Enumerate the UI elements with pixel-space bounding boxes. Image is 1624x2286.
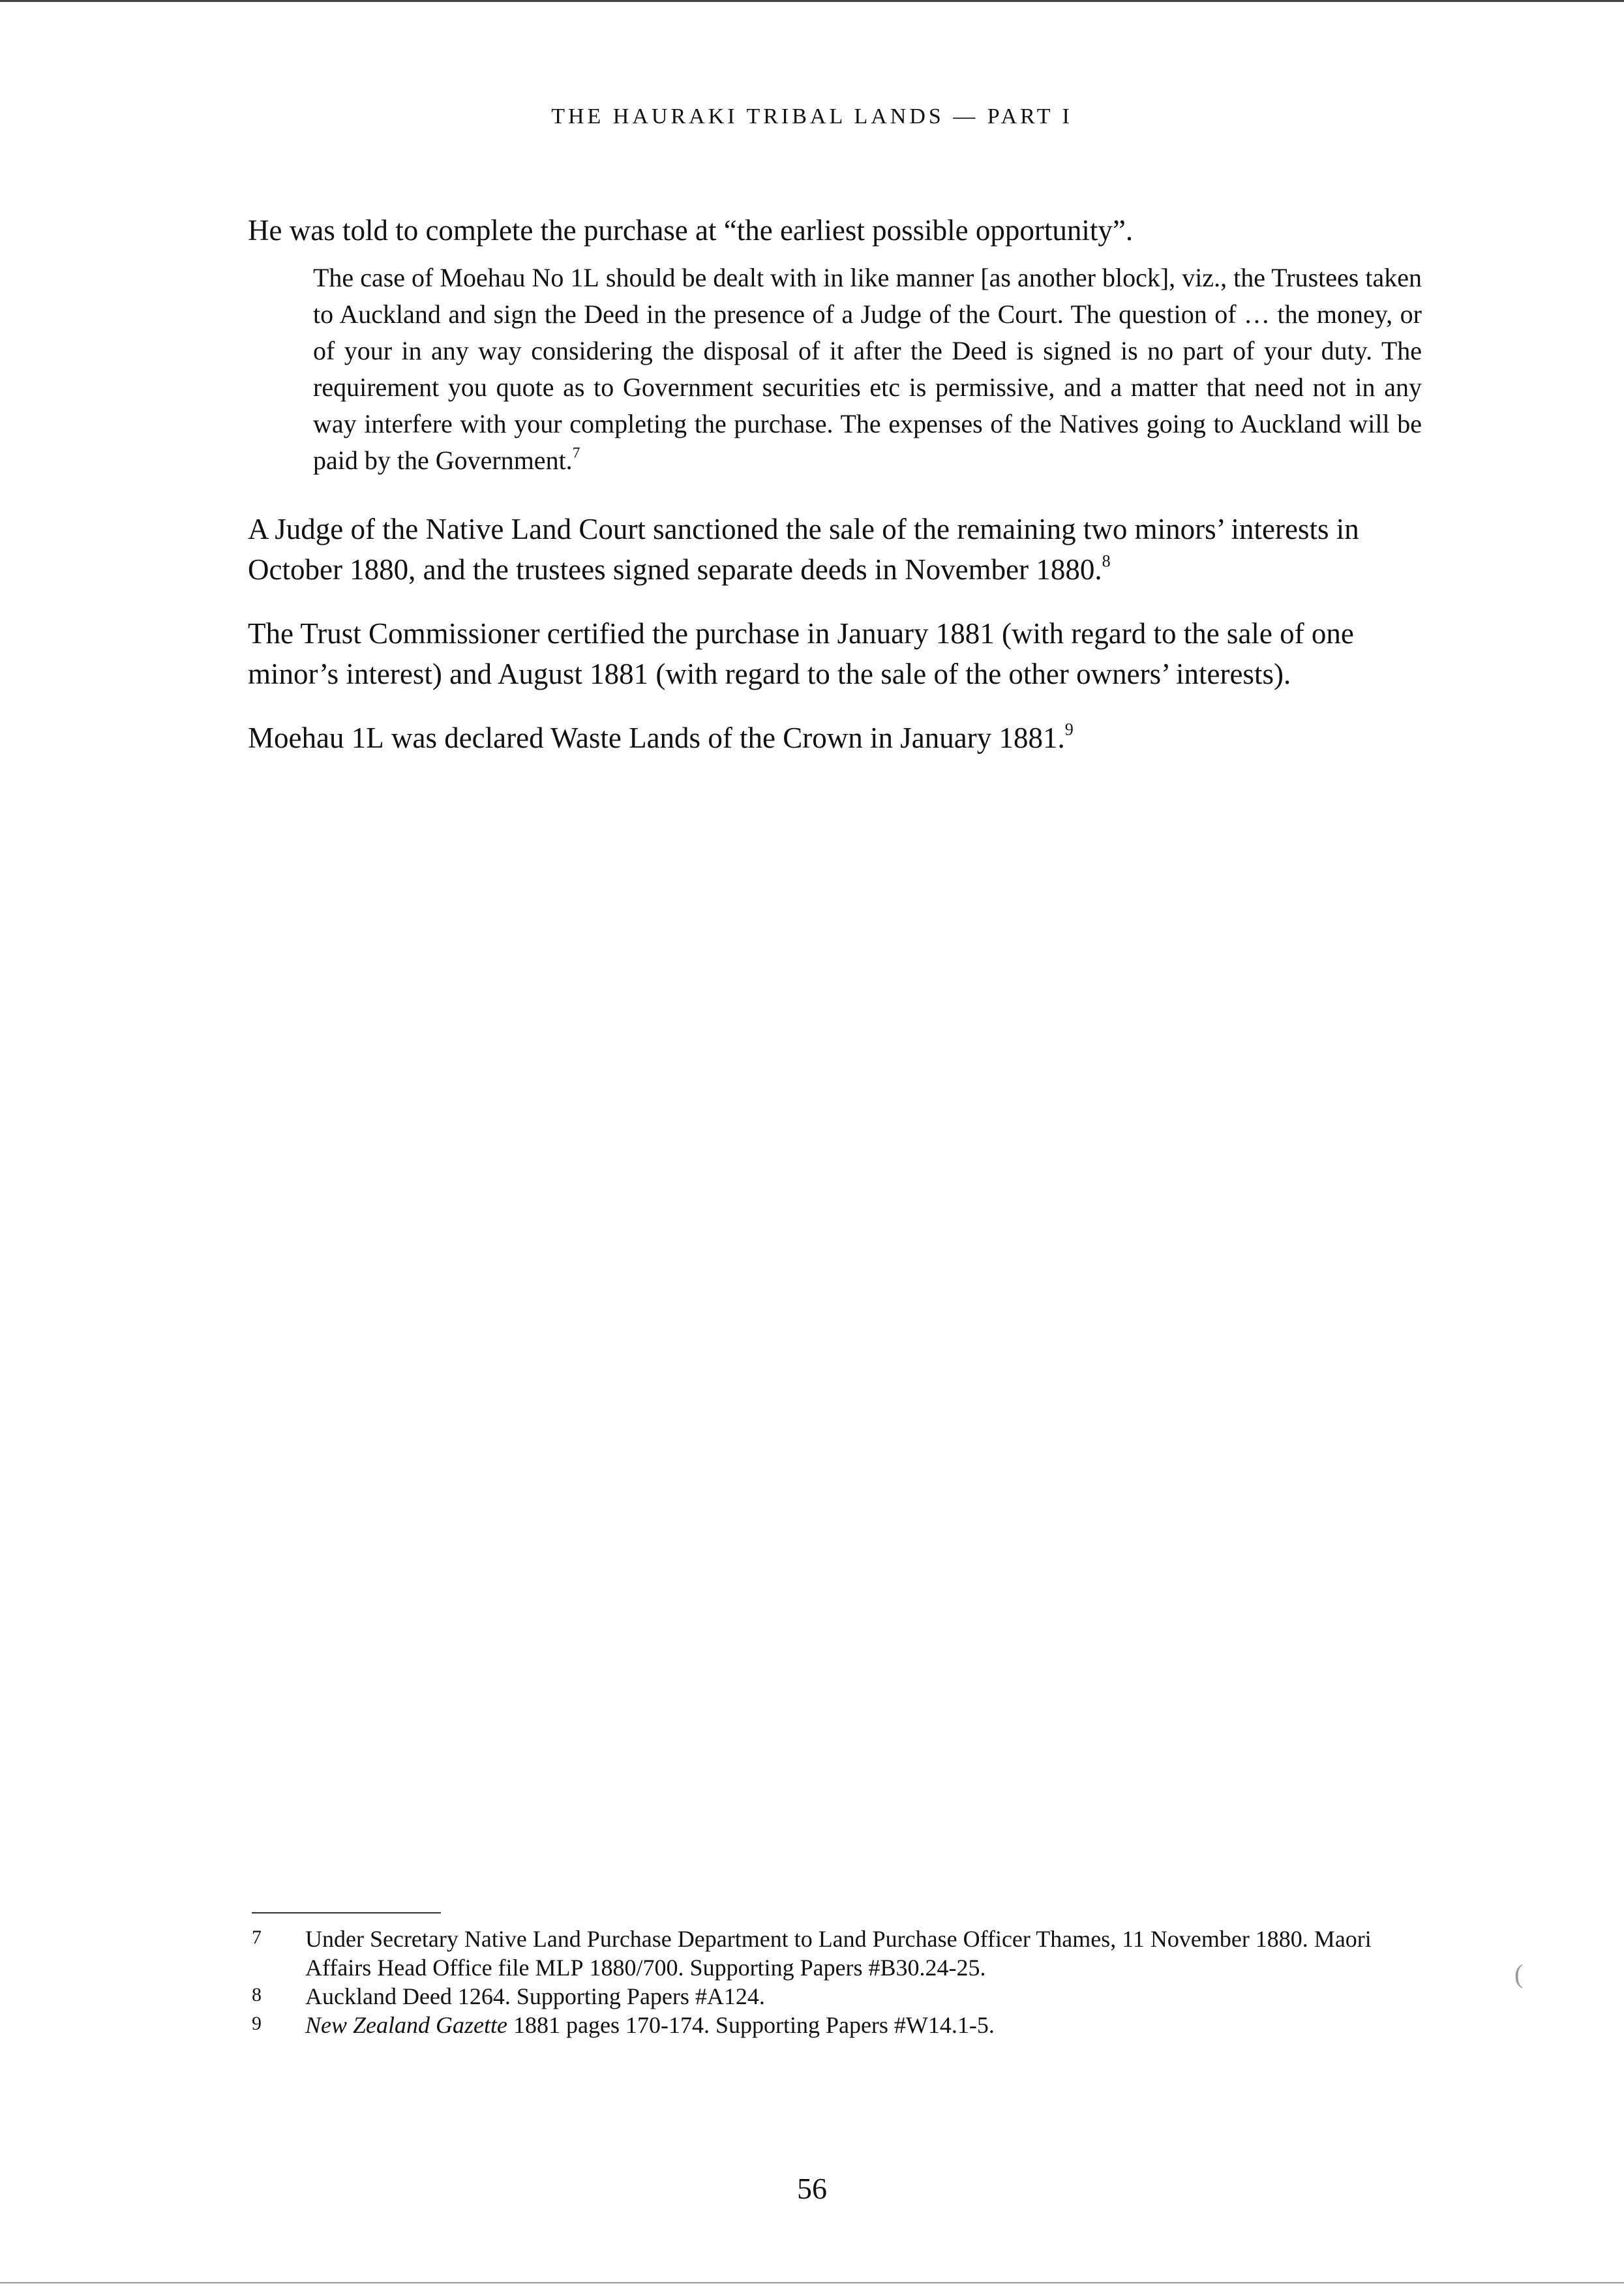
margin-mark: ( xyxy=(1514,1959,1524,1989)
footnote-8-text: Auckland Deed 1264. Supporting Papers #A124. xyxy=(305,1983,765,2009)
quote-text-start: The case of Moehau No xyxy=(313,263,571,292)
paragraph-trust: The Trust Commissioner certified the purchase in January 1881 (with regard to the sale of one minor’s interest) and August 1881 (with regard to the sale of the other owners’ interests). xyxy=(248,617,1354,690)
footnote-text xyxy=(305,2011,1426,2039)
body-text xyxy=(248,210,1422,782)
quote-block-name: 1L xyxy=(570,263,599,292)
footnotes xyxy=(252,1925,1426,2039)
running-head: THE HAURAKI TRIBAL LANDS — PART I xyxy=(551,104,1073,129)
paragraph-waste-lands xyxy=(248,718,1422,758)
paragraph-judge-text: A Judge of the Native Land Court sanctioned the sale of the remaining two minors’ interests in October 1880, and the trustees signed separate deeds in November 1880. xyxy=(248,513,1359,586)
footnote-9-text: 1881 pages 170-174. Supporting Papers #W14.1-5. xyxy=(507,2012,995,2038)
page-number: 56 xyxy=(797,2172,827,2205)
footnote-ref-9[interactable]: 9 xyxy=(1064,720,1074,739)
footnote-ref-8[interactable]: 8 xyxy=(1102,551,1111,571)
paragraph-judge xyxy=(248,509,1422,590)
footnote-number: 9 xyxy=(252,2013,262,2034)
footnote-ref-7[interactable]: 7 xyxy=(572,444,580,462)
footnote-number: 8 xyxy=(252,1984,262,2005)
waste-block-name: 1L xyxy=(351,722,384,754)
footnote-8 xyxy=(252,1982,1426,2011)
footnote-9 xyxy=(252,2011,1426,2039)
quote-text-end: should be dealt with in like manner [as another block], viz., the Trustees taken to Auckland and sign the Deed in the presence of a Judge of the Court. The question of … the money, or of your in any way considering the disposal of it after the Deed is signed is no part of your duty. The requirement you quote as to Government securities etc is permissive, and a matter that need not in any way interfere with your completing the purchase. The expenses of the Natives going to Auckland will be paid by the Government. xyxy=(313,263,1422,475)
bottom-edge-rule xyxy=(0,2282,1624,2283)
paragraph-intro: He was told to complete the purchase at “the earliest possible opportunity”. xyxy=(248,214,1134,247)
waste-block-prefix: Moehau xyxy=(248,722,352,754)
footnote-text xyxy=(305,1925,1426,1982)
footnote-9-title: New Zealand Gazette xyxy=(305,2012,507,2038)
footnote-number: 7 xyxy=(252,1927,262,1948)
block-quote xyxy=(313,260,1422,479)
footnote-rule xyxy=(252,1912,441,1913)
footnote-7-text-a: Under Secretary Native Land Purchase Department to Land Purchase Officer Thames, 11 November 1880. Maori Affairs Head Office file xyxy=(305,1926,1372,1981)
footnote-7-abbr: MLP xyxy=(535,1955,584,1981)
footnote-7-text-b: 1880/700. Supporting Papers #B30.24-25. xyxy=(583,1955,986,1981)
top-edge-rule xyxy=(0,0,1624,2)
footnote-7 xyxy=(252,1925,1426,1982)
waste-text: was declared Waste Lands of the Crown in January 1881. xyxy=(383,722,1065,754)
